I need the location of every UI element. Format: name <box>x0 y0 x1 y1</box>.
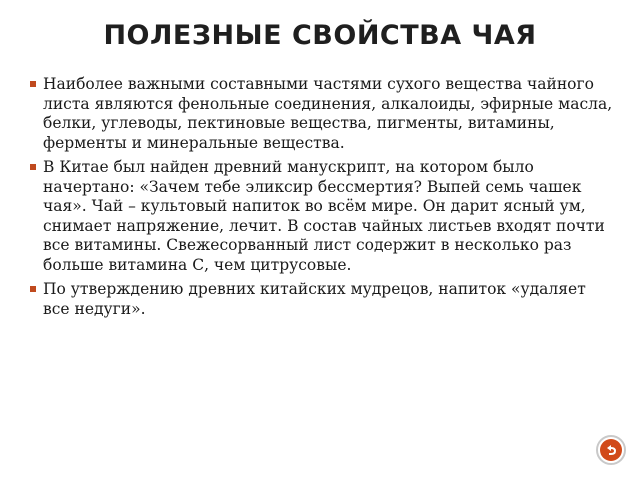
bullet-list <box>30 75 615 319</box>
bullet-text-3: По утверждению древних китайских мудрецов, напиток «удаляет все недуги». <box>43 280 586 318</box>
square-bullet-icon <box>30 164 36 170</box>
bullet-text-2: В Китае был найден древний манускрипт, на котором было начертано: «Зачем тебе эликсир бессмертия? Выпей семь чашек чая». Чай – культовый напиток во всём мире. Он дарит ясный ум, снимает напряжение, лечит. В состав чайных листьев входят почти все витамины. Свежесорванный лист содержит в несколько раз больше витамина С, чем цитрусовые. <box>43 158 605 274</box>
square-bullet-icon <box>30 81 36 87</box>
bullet-text-1: Наиболее важными составными частями сухого вещества чайного листа являются фенольные соединения, алкалоиды, эфирные масла, белки, углеводы, пектиновые вещества, пигменты, витамины, ферменты и минеральные вещества. <box>43 75 613 152</box>
return-arrow-icon <box>600 439 622 461</box>
bullet-item-2 <box>30 158 615 275</box>
square-bullet-icon <box>30 286 36 292</box>
bullet-item-3 <box>30 280 615 319</box>
bullet-item-1 <box>30 75 615 153</box>
slide-content <box>30 75 615 324</box>
slide-title: ПОЛЕЗНЫЕ СВОЙСТВА ЧАЯ <box>103 20 537 51</box>
return-button[interactable] <box>596 435 626 465</box>
